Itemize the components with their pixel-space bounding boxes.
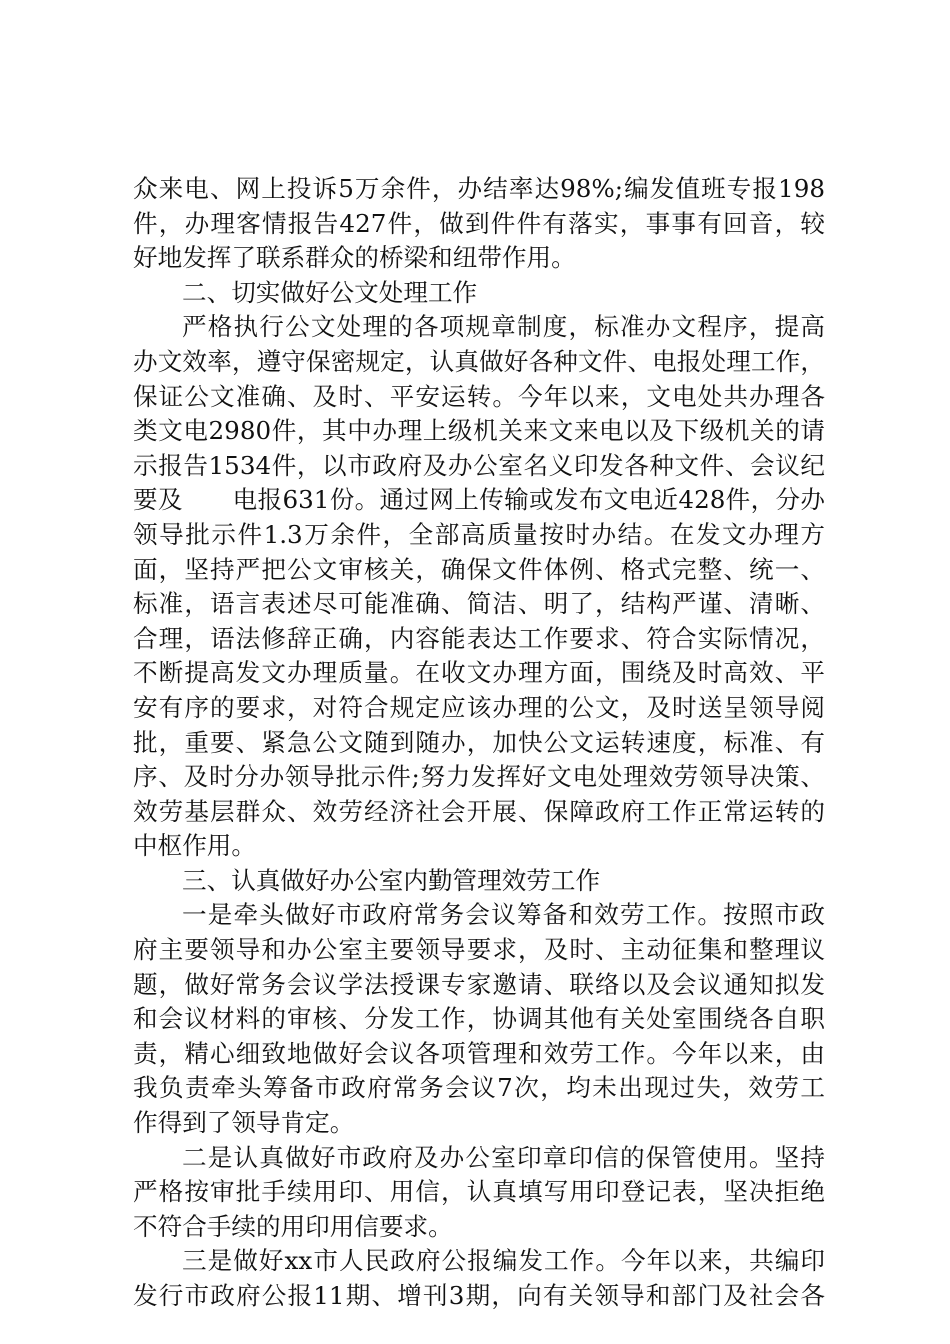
body-line: 类文电2980件，其中办理上级机关来文来电以及下级机关的请 [133,416,825,446]
body-line: 作得到了领导肯定。 [133,1108,355,1138]
body-line: 领导批示件1.3万余件，全部高质量按时办结。在发文办理方 [133,519,825,549]
body-line: 三是做好xx市人民政府公报编发工作。今年以来，共编印 [182,1246,825,1276]
body-line: 众来电、网上投诉5万余件，办结率达98%;编发值班专报198 [133,174,825,203]
body-line: 我负责牵头筹备市政府常务会议7次，均未出现过失，效劳工 [133,1073,825,1103]
body-line: 示报告1534件，以市政府及办公室名义印发各种文件、会议纪 [133,450,825,480]
body-line: 责，精心细致地做好会议各项管理和效劳工作。今年以来，由 [133,1038,825,1068]
body-line: 批，重要、紧急公文随到随办，加快公文运转速度，标准、有 [133,727,825,757]
body-line: 不断提高发文办理质量。在收文办理方面，围绕及时高效、平 [133,658,825,688]
body-line: 效劳基层群众、效劳经济社会开展、保障政府工作正常运转的 [133,796,825,826]
document-body [133,172,825,1314]
body-line: 严格执行公文处理的各项规章制度，标准办文程序，提高 [182,312,825,342]
body-line: 办文效率，遵守保密规定，认真做好各种文件、电报处理工作， [133,346,825,376]
body-line: 和会议材料的审核、分发工作，协调其他有关处室围绕各自职 [133,1004,825,1034]
body-line: 二是认真做好市政府及办公室印章印信的保管使用。坚持 [182,1142,825,1172]
body-line: 一是牵头做好市政府常务会议筹备和效劳工作。按照市政 [182,900,825,930]
body-line: 府主要领导和办公室主要领导要求，及时、主动征集和整理议 [133,935,825,965]
section-heading-2: 二、切实做好公文处理工作 [182,277,478,307]
body-line: 严格按审批手续用印、用信，认真填写用印登记表，坚决拒绝 [133,1177,825,1207]
body-line: 不符合手续的用印用信要求。 [133,1211,453,1241]
body-line: 中枢作用。 [133,831,256,861]
body-line: 合理，语法修辞正确，内容能表达工作要求、符合实际情况， [133,623,825,653]
body-line: 要及 电报631份。通过网上传输或发布文电近428件，分办 [133,485,825,515]
body-line: 面，坚持严把公文审核关，确保文件体例、格式完整、统一、 [133,554,825,584]
body-line: 序、及时分办领导批示件;努力发挥好文电处理效劳领导决策、 [133,762,825,792]
body-line: 标准，语言表述尽可能准确、简洁、明了，结构严谨、清晰、 [133,589,825,619]
body-line: 好地发挥了联系群众的桥梁和纽带作用。 [133,243,576,273]
body-line: 件，办理客情报告427件，做到件件有落实，事事有回音，较 [133,208,825,238]
section-heading-3: 三、认真做好办公室内勤管理效劳工作 [182,865,601,895]
body-line: 安有序的要求，对符合规定应该办理的公文，及时送呈领导阅 [133,692,825,722]
body-line: 保证公文准确、及时、平安运转。今年以来，文电处共办理各 [133,381,825,411]
body-line: 发行市政府公报11期、增刊3期，向有关领导和部门及社会各 [133,1281,825,1310]
body-line: 题，做好常务会议学法授课专家邀请、联络以及会议通知拟发 [133,969,825,999]
